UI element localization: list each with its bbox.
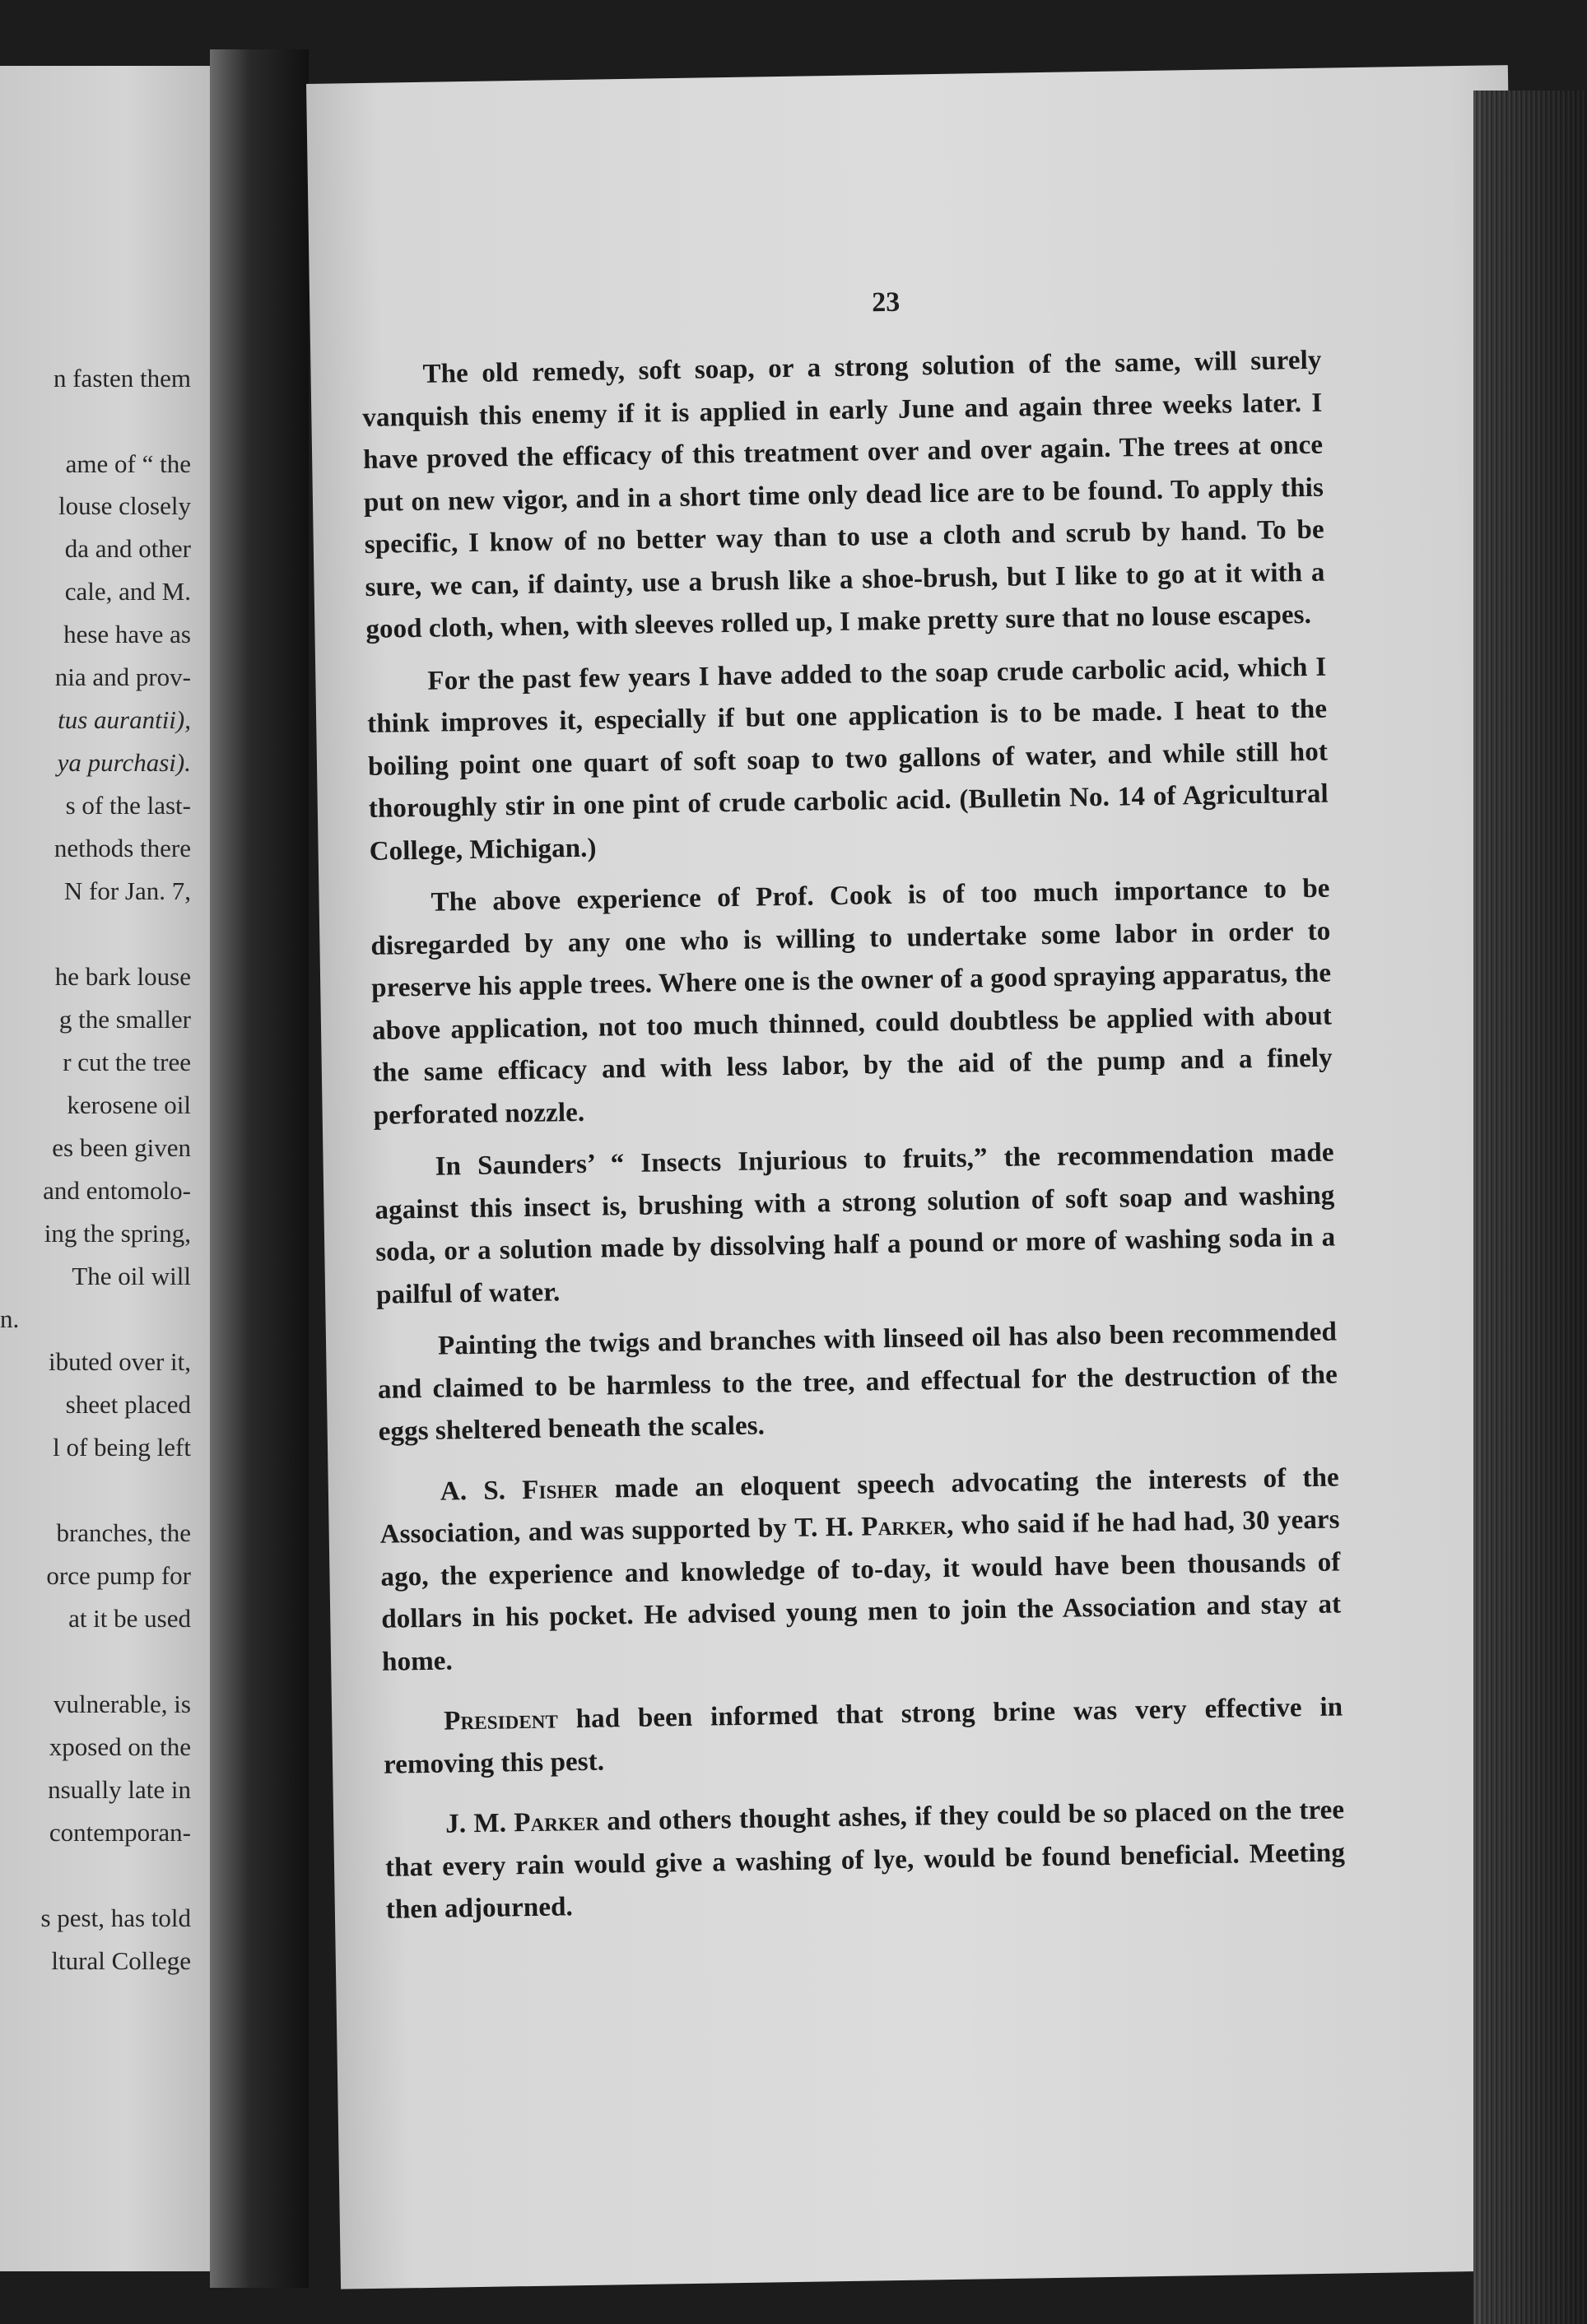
paragraph-text: had been informed that strong brine was very effective in removing this pest. [383,1692,1343,1780]
paragraph-saunders: In Saunders’ “ Insects Injurious to fruits,” the recommendation made against this insect is, brushing with a strong solution of soft soap and washing soda, or a solution made by dissolving half a pound or more of washing soda in a pailful of water. [375,1137,1336,1310]
previous-page-line: kerosene oil [67,1090,191,1119]
book-fore-edge-shadow [1482,91,1587,2324]
previous-page-line: ltural College [51,1946,191,1975]
page-body [361,340,1346,1942]
speaker-name: President [443,1704,559,1736]
speaker-name: J. M. Parker [444,1806,600,1839]
page [306,65,1543,2289]
previous-page-line: g the smaller [58,1005,191,1034]
previous-page-line: ya purchasi). [57,748,191,777]
paragraph-carbolic-acid: For the past few years I have added to the soap crude carbolic acid, which I think improves it, especially if but one application is to be made. I heat to the boiling point one quart of soft soap to two gallons of water, and while still hot thoroughly stir in one pint of crude carbolic acid. (Bulletin No. 14 of Agricultural College, Michigan.) [366,652,1329,867]
paragraph-text: , who said if he had had, 30 years ago, the experience and knowledge of to-day, it would have been thousands of dollars in his pocket. He advised young men to join the Association and stay at home. [380,1504,1342,1677]
previous-page-line: vulnerable, is [53,1690,191,1718]
page-number: 23 [871,286,901,318]
previous-page-line: and entomolo- [43,1176,191,1205]
paragraph-parker [384,1789,1346,1931]
previous-page-line: at it be used [68,1604,191,1633]
previous-page-line: N for Jan. 7, [63,876,191,905]
previous-page-line: es been given [52,1133,191,1162]
previous-page-line: sheet placed [65,1390,191,1419]
speaker-name: A. S. Fisher [440,1474,598,1507]
previous-page-line: nethods there [54,834,191,862]
previous-page-line: nia and prov- [54,662,191,691]
previous-page-line: tus aurantii), [58,705,191,734]
previous-page-line: orce pump for [46,1561,191,1590]
paragraph-fisher [379,1457,1342,1684]
previous-page-line: xposed on the [49,1732,191,1761]
previous-page-line: r cut the tree [63,1048,191,1076]
paragraph-linseed-oil: Painting the twigs and branches with linseed oil has also been recommended and claimed to be harmless to the tree, and effectual for the destruction of the eggs sheltered beneath the scales. [377,1317,1338,1447]
previous-page-line: cale, and M. [64,577,191,606]
previous-page-line: s pest, has told [40,1903,191,1932]
previous-page-line: ame of “ the [65,449,191,478]
previous-page-line: hese have as [63,620,191,648]
paragraph-prof-cook: The above experience of Prof. Cook is of too much importance to be disregarded by any one who is willing to undertake some labor in order to preserve his apple trees. Where one is the owner of a good spraying apparatus, the above application, not too much thinned, could doubtless be applied with about the same efficacy and with less labor, by the aid of the pump and a finely perforated nozzle. [370,873,1333,1131]
previous-page-line: The oil will [72,1262,191,1290]
previous-page-line: nsually late in [48,1775,191,1804]
previous-page-line: branches, the [56,1518,191,1547]
previous-page-line: louse closely [58,491,191,520]
paragraph-text: made an eloquent speech advocating the interests of the Association, and was supported by [379,1462,1340,1550]
paragraph-president [383,1686,1343,1786]
previous-page-line: s of the last- [65,791,191,820]
previous-page-line: l of being left [53,1433,191,1462]
previous-page-line: he bark louse [54,962,191,991]
previous-page-line: da and other [64,534,191,563]
paragraph-text: and others thought ashes, if they could be so placed on the tree that every rain would give a washing of lye, would be found beneficial. Meeting then adjourned. [384,1795,1346,1925]
previous-page-line: n fasten them [53,364,191,393]
previous-page-line: contemporan- [49,1818,191,1847]
speaker-name: T. H. Parker [794,1510,947,1543]
book-gutter [210,49,309,2288]
previous-page-line: ibuted over it, [48,1347,191,1376]
previous-page-edge [0,66,210,2271]
previous-page-line: n. [0,1304,20,1333]
previous-page-line: ing the spring, [44,1219,191,1248]
paragraph-soft-soap: The old remedy, soft soap, or a strong solution of the same, will surely vanquish this enemy if it is applied in early June and again three weeks later. I have proved the efficacy of this treatment over and over again. The trees at once put on new vigor, and in a short time only dead lice are to be found. To apply this specific, I know of no better way than to use a cloth and scrub by hand. To be sure, we can, if dainty, use a brush like a shoe-brush, but I like to go at it with a good cloth, when, with sleeves rolled up, I make pretty sure that no louse escapes. [362,345,1325,644]
